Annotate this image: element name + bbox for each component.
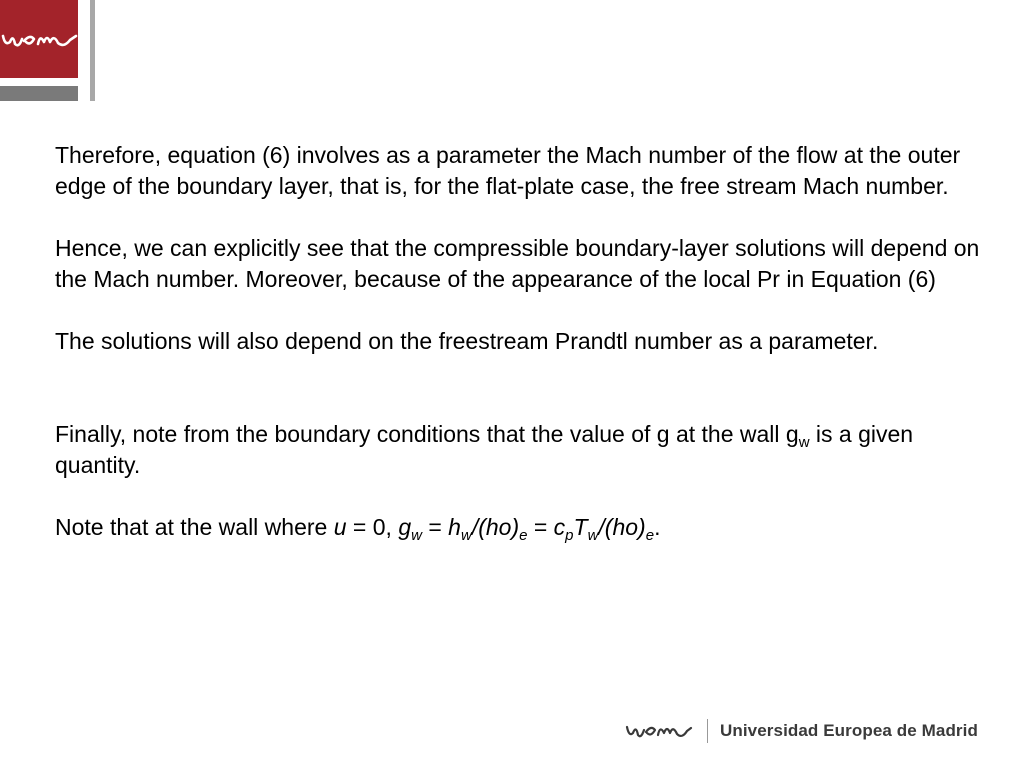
paragraph-3: The solutions will also depend on the freestream Prandtl number as a parameter. — [55, 328, 879, 354]
slide-body — [55, 140, 985, 543]
uem-script-logo-icon — [0, 22, 78, 56]
paragraph-4 — [55, 419, 985, 481]
sub-e1: e — [519, 527, 528, 544]
footer-brand — [625, 716, 978, 746]
p5-ho1: /(ho) — [471, 514, 520, 540]
var-h: h — [448, 514, 461, 540]
sub-e2: e — [645, 527, 655, 544]
p5-eq1: = — [421, 514, 449, 540]
sub-p: p — [565, 527, 574, 544]
subscript-w: w — [798, 434, 810, 451]
p5-ho2: /(ho) — [598, 514, 646, 540]
uem-script-logo-icon — [625, 719, 693, 743]
paragraph-1: Therefore, equation (6) involves as a parameter the Mach number of the flow at the outer edge of the boundary layer, that is, for the flat-plate case, the free stream Mach number. — [55, 142, 961, 199]
university-name: Universidad Europea de Madrid — [720, 721, 978, 740]
sub-w3: w — [587, 527, 599, 544]
paragraph-4-end: is a given quantity. — [55, 421, 914, 478]
p5-eq2: = — [527, 514, 554, 540]
sub-w1: w — [411, 527, 422, 544]
var-g: g — [398, 514, 412, 540]
var-u: u — [333, 514, 347, 540]
p5-eq0: = 0, — [346, 514, 399, 540]
header-gray-bar — [0, 86, 78, 101]
paragraph-4-text: Finally, note from the boundary conditions that the value of g at the wall g — [55, 421, 799, 447]
header-vertical-rule — [90, 0, 95, 101]
sub-w2: w — [460, 527, 472, 544]
p5-lead: Note that at the wall where — [55, 514, 334, 540]
header-logo — [0, 0, 78, 78]
var-T: T — [573, 514, 588, 540]
var-c: c — [553, 514, 566, 540]
p5-end: . — [654, 514, 661, 540]
paragraph-2: Hence, we can explicitly see that the compressible boundary-layer solutions will depend on the Mach number. Moreover, because of the appearance of the local Pr in Equation (6) — [55, 235, 980, 292]
paragraph-5 — [55, 512, 985, 543]
footer-separator — [707, 719, 708, 743]
